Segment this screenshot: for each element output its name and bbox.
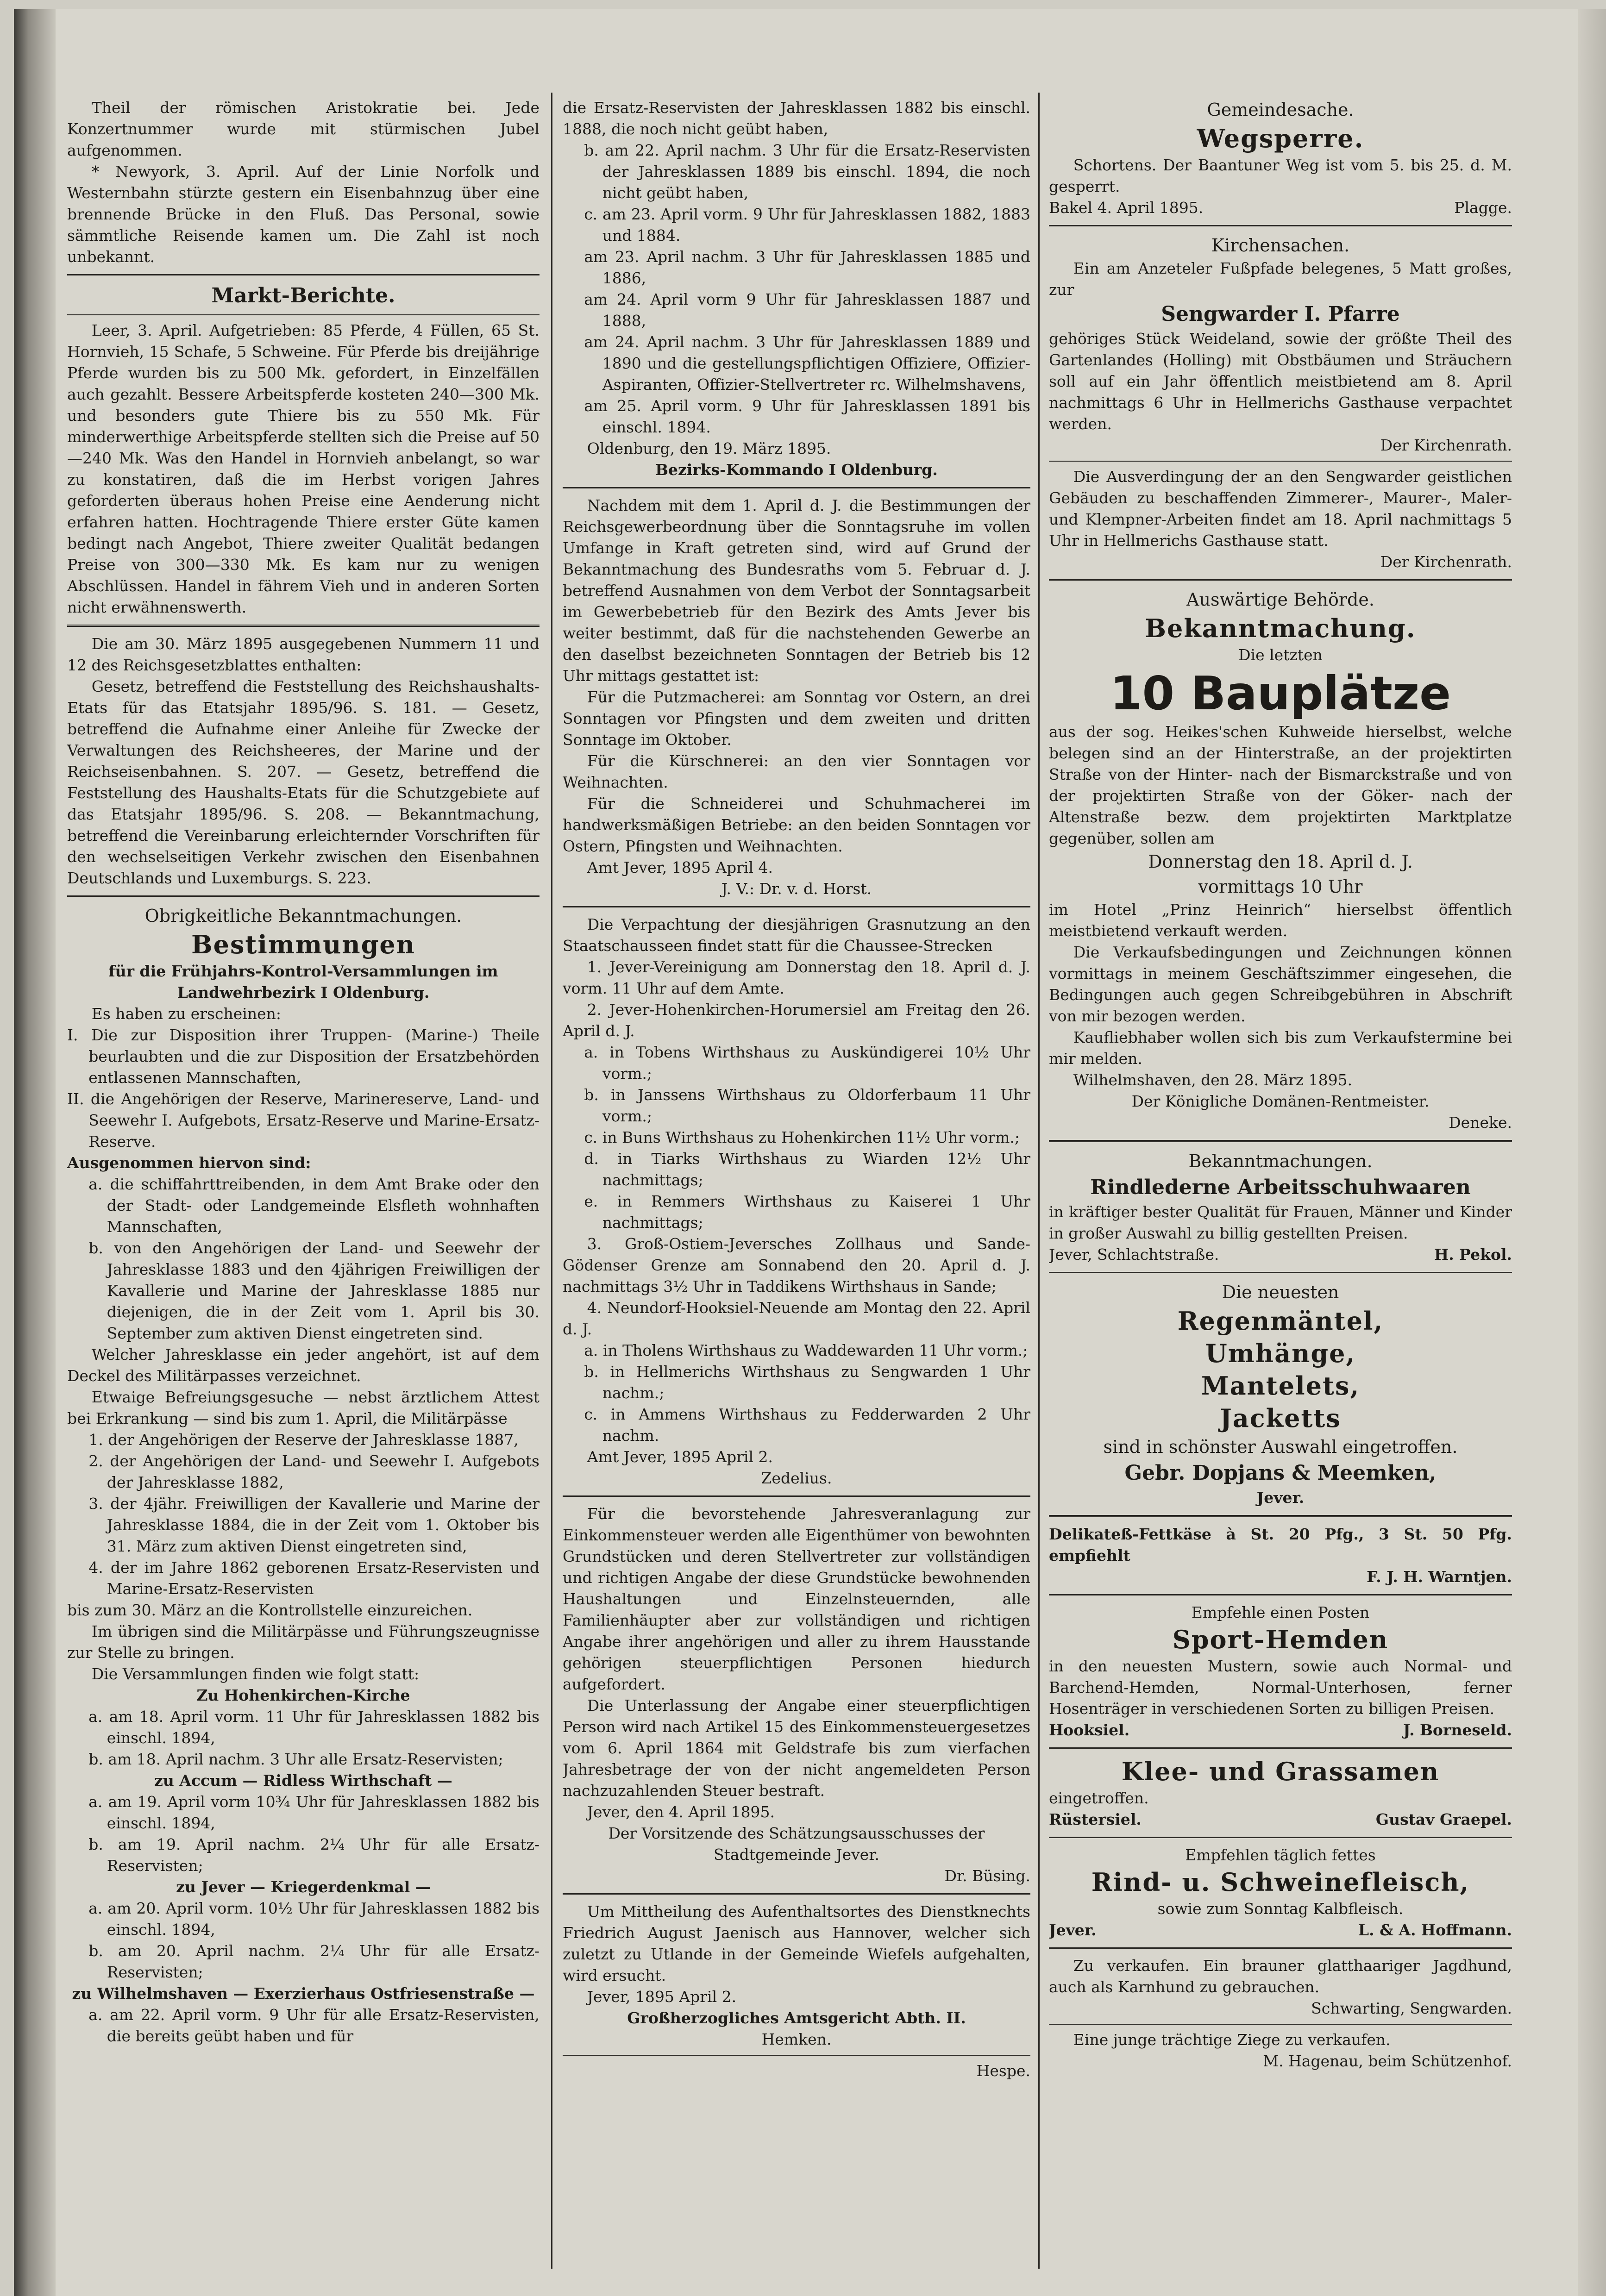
list-item: b. am 19. April nachm. 2¼ Uhr für alle Ersatz-Reservisten; [88,1835,540,1875]
ad-signature: Gustav Graepel. [1375,1810,1512,1828]
notice-date: Oldenburg, den 19. März 1895. [587,439,831,457]
ad-signature: Schwarting, Sengwarden. [1311,1999,1512,2017]
notice-text: Um Mittheilung des Aufenthaltsortes des Dienstknechts Friedrich August Jaenisch aus Hannover, welcher sich zuletzt zu Utlande in der Gemeinde Wiefels aufgehalten, wird ersucht. [563,1902,1030,1984]
notice-text: Die Versammlungen finden wie folgt statt: [91,1665,420,1683]
notice-signature: Großherzogliches Amtsgericht Abth. II. [627,2009,966,2027]
notice-date: vormittags 10 Uhr [1198,876,1363,897]
notice-text: Ein am Anzeteler Fußpfade belegenes, 5 Matt großes, zur [1049,259,1512,299]
notice-text: aus der sog. Heikes'schen Kuhweide hierselbst, welche belegen sind an der Hinterstraße, an der projektirten Straße von der Hinter- nach der Bismarckstraße und von der projektirten Straße von der Göker- nach der Altenstraße bezw. dem projektirten Marktplatze gegenüber, sollen am [1049,723,1512,847]
newspaper-page [14,9,1606,2296]
ad-signature: L. & A. Hoffmann. [1358,1921,1512,1939]
ad-intro: Empfehlen täglich fettes [1185,1846,1376,1864]
notice-text: gehöriges Stück Weideland, sowie der größte Theil des Gartenlandes (Holling) mit Obstbäumen und Sträuchern soll auf ein Jahr öffentlich meistbietend am 8. April nachmittags 6 Uhr in Hellmerichs Gasthause verpachtet werden. [1049,330,1512,433]
divider [563,906,1030,907]
ad-text: in kräftiger bester Qualität für Frauen, Männer und Kinder in großer Auswahl zu billig gestellten Preisen. [1049,1203,1512,1242]
list-item: a. in Tholens Wirthshaus zu Waddewarden 11 Uhr vorm.; [584,1341,1028,1359]
divider [1049,1594,1512,1595]
place-title: zu Accum — Ridless Wirthschaft — [154,1771,452,1789]
section-title: Kirchensachen. [1211,235,1350,256]
ad-title: Rind- u. Schweinefleisch, [1091,1867,1470,1897]
notice-text: Für die Putzmacherei: am Sonntag vor Ostern, an drei Sonntagen vor Pfingsten und dem zweiten und dritten Sonntage im Oktober. [563,688,1030,749]
news-paragraph: * Newyork, 3. April. Auf der Linie Norfolk und Westernbahn stürzte gestern ein Eisenbahnzug über eine brennende Brücke in den Fluß. Das Personal, sowie sämmtliche Reisende kamen um. Die Zahl ist noch unbekannt. [67,163,540,266]
ad-title: Sport-Hemden [1172,1625,1389,1654]
notice-text: Für die bevorstehende Jahresveranlagung zur Einkommensteuer werden alle Eigenthümer von bewohnten Grundstücken und deren Stellvertreter zur vollständigen und richtigen Angabe der diese Grundstücke bewohnenden Haushaltungen und Einzelnsteuernden, alle Familienhäupter aber zur vollständigen und richtigen Angabe ihrer angehörigen und aller zu ihrem Hausstande gehörigen steuerpflichtigen Personen hiedurch aufgefordert. [563,1505,1030,1693]
ad-signature: Gebr. Dopjans & Meemken, [1124,1461,1437,1485]
notice-signature: Hemken. [761,2030,832,2048]
list-item: a. am 18. April vorm. 11 Uhr für Jahresklassen 1882 bis einschl. 1894, [88,1708,540,1747]
notice-text: Kaufliebhaber wollen sich bis zum Verkaufstermine bei mir melden. [1049,1028,1512,1068]
list-item: b. in Janssens Wirthshaus zu Oldorferbaum 11 Uhr vorm.; [584,1086,1030,1125]
news-paragraph: Theil der römischen Aristokratie bei. Jede Konzertnummer wurde mit stürmischen Jubel aufgenommen. [67,99,540,159]
notice-text: Die Verkaufsbedingungen und Zeichnungen können vormittags in meinem Geschäftszimmer eingesehen, die Bedingungen auch gegen Schreibgebühren in Abschrift von mir bezogen werden. [1049,943,1512,1025]
list-item: a. am 22. April vorm. 9 Uhr für alle Ersatz-Reservisten, die bereits geübt haben und für [88,2006,540,2045]
notice-date: Donnerstag den 18. April d. J. [1148,851,1413,872]
notice-signature: Dr. Büsing. [944,1867,1030,1885]
notice-date [1049,197,1512,219]
list-item: 3. Groß-Ostiem-Jeversches Zollhaus und Sande-Gödenser Grenze am Sonnabend den 20. April d. J. nachmittags 3½ Uhr in Taddikens Wirthshaus in Sande; [563,1235,1030,1295]
notice-signature: Bezirks-Kommando I Oldenburg. [655,461,938,479]
list-item: 2. Jever-Hohenkirchen-Horumersiel am Freitag den 26. April d. J. [563,1001,1030,1040]
notice-text: Ausgenommen hiervon sind: [67,1154,311,1172]
ad-signature: F. J. H. Warntjen. [1367,1568,1512,1586]
list-item: a. am 19. April vorm 10¾ Uhr für Jahresklassen 1882 bis einschl. 1894, [88,1793,540,1832]
list-item: c. in Buns Wirthshaus zu Hohenkirchen 11½ Uhr vorm.; [584,1128,1020,1146]
notice-title: Wegsperre. [1197,124,1364,153]
notice-signature: Der Vorsitzende des Schätzungsausschusses der Stadtgemeinde Jever. [608,1824,985,1864]
ad-location: Rüstersiel. [1049,1810,1142,1828]
list-item: b. am 18. April nachm. 3 Uhr alle Ersatz-Reservisten; [88,1750,503,1768]
ad-title: Klee- und Grassamen [1121,1757,1440,1786]
list-item: c. am 23. April vorm. 9 Uhr für Jahresklassen 1882, 1883 und 1884. [584,205,1030,244]
list-item: am 25. April vorm. 9 Uhr für Jahresklassen 1891 bis einschl. 1894. [584,397,1030,436]
ad-signature: H. Pekol. [1434,1245,1512,1264]
notice-text: Welcher Jahresklasse ein jeder angehört, ist auf dem Deckel des Militärpasses verzeichnet. [67,1345,540,1385]
ad-footer [1049,1920,1512,1941]
ad-text: sowie zum Sonntag Kalbfleisch. [1157,1900,1404,1918]
notice-date: Amt Jever, 1895 April 4. [587,858,773,876]
list-item: die Ersatz-Reservisten der Jahresklassen 1882 bis einschl. 1888, die noch nicht geübt haben, [563,99,1030,138]
divider [1049,461,1512,462]
printer-mark: Hespe. [976,2062,1030,2080]
list-item: am 24. April nachm. 3 Uhr für Jahresklassen 1889 und 1890 und die gestellungspflichtigen Offiziere, Offizier-Aspiranten, Offizier-Stellvertreter rc. Wilhelmshavens, [584,333,1030,394]
divider [1049,1515,1512,1517]
list-item: 3. der 4jähr. Freiwilligen der Kavallerie und Marine der Jahresklasse 1884, die in der Zeit vom 1. Oktober bis 31. März zum aktiven Dienst eingetreten sind, [88,1495,540,1555]
divider [1049,2024,1512,2025]
notice-text: Schortens. Der Baantuner Weg ist vom 5. bis 25. d. M. gesperrt. [1049,156,1512,195]
ad-item: Jacketts [1220,1403,1341,1433]
notice-signature: J. V.: Dr. v. d. Horst. [721,880,872,898]
divider [563,487,1030,488]
section-title: Auswärtige Behörde. [1186,589,1374,610]
ad-text: Eine junge trächtige Ziege zu verkaufen. [1073,2031,1391,2049]
notice-signature: Der Kirchenrath. [1380,436,1512,454]
ad-footer [1049,1809,1512,1830]
section-title: Gemeindesache. [1207,100,1354,120]
divider [1049,1947,1512,1949]
list-item: b. am 22. April nachm. 3 Uhr für die Ersatz-Reservisten der Jahresklassen 1889 bis einschl. 1894, die noch nicht geübt haben, [584,141,1030,202]
notice-paragraph: Gesetz, betreffend die Feststellung des Reichshaushalts-Etats für das Etatsjahr 1895/96. S. 181. — Gesetz, betreffend die Aufnahme einer Anleihe für Zwecke der Verwaltungen des Reichsheeres, der Marine und der Reichseisenbahnen. S. 207. — Gesetz, betreffend die Feststellung des Haushalts-Etats für die Schutzgebiete auf das Etatsjahr 1895/96. S. 208. — Bekanntmachung, betreffend die Vereinbarung erleichternder Vorschriften für den wechselseitigen Verkehr zwischen den Eisenbahnen Deutschlands und Luxemburgs. S. 223. [67,677,540,887]
list-item: b. in Hellmerichs Wirthshaus zu Sengwarden 1 Uhr nachm.; [584,1363,1030,1402]
notice-date: Amt Jever, 1895 April 2. [587,1448,773,1466]
list-item: 2. der Angehörigen der Land- und Seewehr I. Aufgebots der Jahresklasse 1882, [88,1452,540,1491]
ad-signature: M. Hagenau, beim Schützenhof. [1263,2052,1512,2070]
divider [1049,1140,1512,1142]
ad-item: Mantelets, [1201,1371,1360,1401]
place-title: Zu Hohenkirchen-Kirche [196,1686,410,1704]
divider [67,895,540,897]
ad-intro: Empfehle einen Posten [1191,1603,1370,1621]
notice-text: Die Unterlassung der Angabe einer steuerpflichtigen Person wird nach Artikel 15 des Einkommensteuergesetzes vom 6. April 1864 mit Geldstrafe bis zum vierfachen Jahresbetrage der von der nicht angemeldeten Person nachzuzahlenden Steuer bestraft. [563,1696,1030,1800]
list-item: b. am 20. April nachm. 2¼ Uhr für alle Ersatz-Reservisten; [88,1942,540,1981]
notice-text: bis zum 30. März an die Kontrollstelle einzureichen. [67,1601,473,1619]
divider [1049,1837,1512,1838]
list-item: d. in Tiarks Wirthshaus zu Wiarden 12½ Uhr nachmittags; [584,1150,1030,1189]
notice-date: Jever, den 4. April 1895. [587,1803,775,1821]
divider [563,2055,1030,2056]
ad-location: Jever, Schlachtstraße. [1049,1245,1219,1264]
notice-text: im Hotel „Prinz Heinrich“ hierselbst öffentlich meistbietend verkauft werden. [1049,901,1512,940]
divider [1049,579,1512,581]
notice-text: Im übrigen sind die Militärpässe und Führungszeugnisse zur Stelle zu bringen. [67,1622,540,1662]
divider [1049,1747,1512,1749]
section-title: Markt-Berichte. [211,284,395,307]
list-item: am 23. April nachm. 3 Uhr für Jahresklassen 1885 und 1886, [584,248,1030,287]
column-rule [1038,93,1040,2269]
divider [67,314,540,315]
column-rule [551,93,552,2269]
list-item: 4. der im Jahre 1862 geborenen Ersatz-Reservisten und Marine-Ersatz-Reservisten [88,1558,540,1598]
notice-signature: Deneke. [1449,1114,1512,1132]
notice-signature: Der Königliche Domänen-Rentmeister. [1131,1092,1430,1110]
ad-signature: J. Borneseld. [1403,1721,1512,1739]
notice-signature: Plagge. [1454,199,1512,217]
notice-signature: Der Kirchenrath. [1380,553,1512,571]
ad-text: sind in schönster Auswahl eingetroffen. [1103,1437,1458,1457]
notice-text: Für die Schneiderei und Schuhmacherei im handwerksmäßigen Betriebe: an den beiden Sonntagen vor Ostern, Pfingsten und Weihnachten. [563,795,1030,855]
notice-text: Für die Kürschnerei: an den vier Sonntagen vor Weihnachten. [563,752,1030,791]
list-item: am 24. April vorm 9 Uhr für Jahresklassen 1887 und 1888, [584,290,1030,330]
ad-location: Jever. [1049,1921,1097,1939]
ad-title: Rindlederne Arbeitsschuhwaaren [1090,1176,1471,1199]
notice-text: Die Ausverdingung der an den Sengwarder geistlichen Gebäuden zu beschaffenden Zimmerer-, Maurer-, Maler- und Klempner-Arbeiten findet am 18. April nachmittags 5 Uhr in Hellmerichs Gasthause statt. [1049,468,1512,550]
notice-title: Bekanntmachung. [1145,613,1416,643]
notice-date: Jever, 1895 April 2. [587,1988,737,2006]
binding-gutter [14,9,56,2296]
list-item: 1. Jever-Vereinigung am Donnerstag den 18. April d. J. vorm. 11 Uhr auf dem Amte. [563,958,1030,997]
list-item: e. in Remmers Wirthshaus zu Kaiserei 1 Uhr nachmittags; [584,1192,1030,1232]
notice-signature: Zedelius. [761,1469,832,1487]
column-2 [563,97,1030,2273]
list-item: I. Die zur Disposition ihrer Truppen- (Marine-) Theile beurlaubten und die zur Disposition der Ersatzbehörden entlassenen Mannschaften, [67,1026,540,1087]
ad-text: in den neuesten Mustern, sowie auch Normal- und Barchend-Hemden, Normal-Unterhosen, ferner Hosenträger in verschiedenen Sorten zu billigen Preisen. [1049,1657,1512,1718]
list-item: 1. der Angehörigen der Reserve der Jahresklasse 1887, [88,1431,519,1449]
list-item: 4. Neundorf-Hooksiel-Neuende am Montag den 22. April d. J. [563,1299,1030,1338]
page-edge [1578,9,1606,2296]
ad-text: Zu verkaufen. Ein brauner glatthaariger Jagdhund, auch als Karnhund zu gebrauchen. [1049,1957,1512,1996]
notice-text: Es haben zu erscheinen: [91,1005,281,1023]
column-3 [1049,97,1512,2273]
ad-footer [1049,1244,1512,1265]
notice-text: Etwaige Befreiungsgesuche — nebst ärztlichem Attest bei Erkrankung — sind bis zum 1. April, die Militärpässe [67,1388,540,1427]
divider [563,1893,1030,1895]
market-report: Leer, 3. April. Aufgetrieben: 85 Pferde, 4 Füllen, 65 St. Hornvieh, 15 Schafe, 5 Schweine. Für Pferde bis dreijährige Pferde wurden bis zu 500 Mk. gefordert, in Einzelfällen auch gezahlt. Bessere Arbeitspferde kosteten 240—300 Mk. und besonders gute Thiere bis zu 550 Mk. Für minderwerthige Arbeitspferde stellten sich die Preise auf 50—240 Mk. Was den Handel in Hornvieh anbelangt, so war zu konstatiren, daß die im Herbst vorigen Jahres geforderten überaus hohen Preise eine Aenderung nicht erfahren hatten. Hochtragende Thiere erster Güte kamen bedingt nach Angebot, Thiere zweiter Qualität bedangen Preise von 300—330 Mk. Es kam nur zu wenigen Abschlüssen. Handel in fährem Vieh und in anderen Sorten nicht erwähnenswerth. [67,321,540,616]
divider [67,274,540,275]
place-title: zu Jever — Kriegerdenkmal — [176,1878,431,1896]
section-title: Bekanntmachungen. [1188,1151,1373,1171]
ad-title: Sengwarder I. Pfarre [1161,302,1400,326]
ad-item: Umhänge, [1205,1339,1356,1368]
ad-footer [1049,1720,1512,1741]
notice-title: Bestimmungen [191,930,416,959]
list-item: a. am 20. April vorm. 10½ Uhr für Jahresklassen 1882 bis einschl. 1894, [88,1899,540,1939]
divider [67,625,540,627]
place-title: zu Wilhelmshaven — Exerzierhaus Ostfriesenstraße — [72,1984,535,2002]
list-item: a. die schiffahrttreibenden, in dem Amt Brake oder den der Stadt- oder Landgemeinde Elsfleth wohnhaften Mannschaften, [88,1175,540,1236]
section-title: Obrigkeitliche Bekanntmachungen. [144,906,462,926]
divider [563,1495,1030,1497]
notice-date-text: Bakel 4. April 1895. [1049,199,1204,217]
notice-paragraph: Die am 30. März 1895 ausgegebenen Nummern 11 und 12 des Reichsgesetzblattes enthalten: [67,635,540,674]
notice-text: Nachdem mit dem 1. April d. J. die Bestimmungen der Reichsgewerbeordnung über die Sonntagsruhe im vollen Umfange in Kraft getreten sind, wird auf Grund der Bekanntmachung des Bundesraths vom 5. Februar d. J. betreffend Ausnahmen von dem Verbot der Sonntagsarbeit im Gewerbebetrieb für den Bezirk des Amts Jever bis weiter bestimmt, daß für die nachstehenden Gewerbe an den daselbst bezeichneten Sonntagen der Betrieb bis 12 Uhr mittags gestattet ist: [563,496,1030,685]
divider [1049,225,1512,226]
list-item: II. die Angehörigen der Reserve, Marinereserve, Land- und Seewehr I. Aufgebots, Ersatz-Reserve und Marine-Ersatz-Reserve. [67,1090,540,1151]
ad-text: Delikateß-Fettkäse à St. 20 Pfg., 3 St. 50 Pfg. empfiehlt [1049,1525,1512,1564]
notice-text: Die Verpachtung der diesjährigen Grasnutzung an den Staatschausseen findet statt für die Chaussee-Strecken [563,915,1030,955]
notice-text: Die letzten [1238,646,1323,664]
ad-item: Regenmäntel, [1177,1306,1384,1336]
notice-date: Wilhelmshaven, den 28. März 1895. [1073,1071,1353,1089]
notice-subtitle: für die Frühjahrs-Kontrol-Versammlungen im Landwehrbezirk I Oldenburg. [108,962,498,1001]
list-item: a. in Tobens Wirthshaus zu Auskündigerei 10½ Uhr vorm.; [584,1043,1030,1082]
list-item: b. von den Angehörigen der Land- und Seewehr der Jahresklasse 1883 und den 4jährigen Freiwilligen der Kavallerie und Marine der Jahresklasse 1885 nur diejenigen, die in der Zeit vom 1. April bis 30. September zum aktiven Dienst eingetreten sind. [88,1239,540,1342]
ad-headline: 10 Bauplätze [1110,666,1451,720]
divider [1049,1272,1512,1273]
column-1 [67,97,540,2273]
list-item: c. in Ammens Wirthshaus zu Fedderwarden 2 Uhr nachm. [584,1405,1030,1445]
ad-location: Hooksiel. [1049,1721,1130,1739]
ad-location: Jever. [1256,1489,1305,1507]
ad-text: eingetroffen. [1049,1789,1149,1807]
ad-intro: Die neuesten [1222,1282,1339,1302]
